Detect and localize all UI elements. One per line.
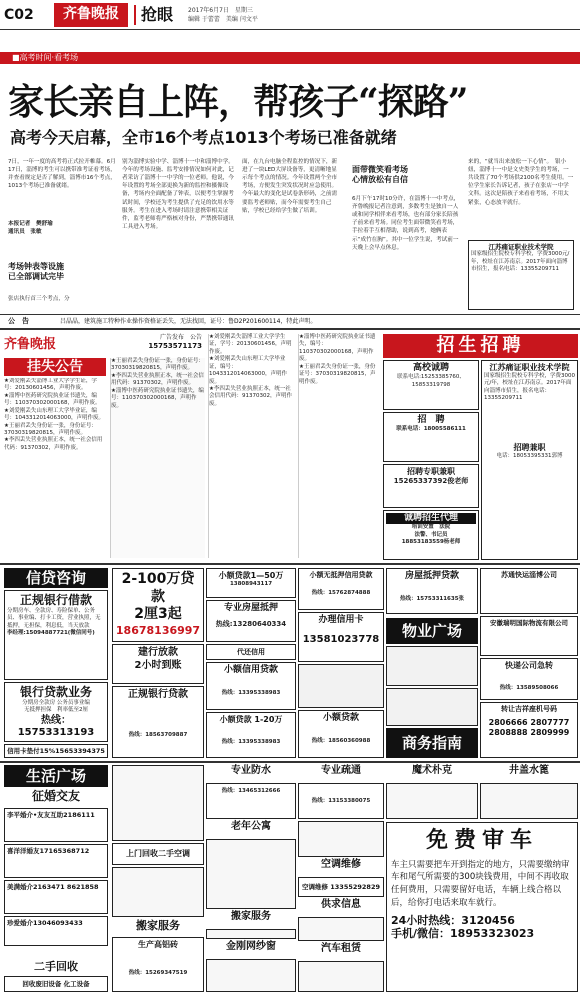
job-ad-4-phone: 18853183559杨老师	[401, 539, 461, 546]
classified-logo-phone: 15753571173	[148, 341, 202, 350]
car-rental-title: 汽车租赁	[321, 943, 361, 954]
job-ad-1-phone: 联系电话:15253385760、15853319798	[397, 374, 465, 388]
article-subtitle-1: 考场钟表等设施 已全部调试完毕	[8, 262, 64, 281]
loan-ad-big	[112, 568, 204, 642]
elderly-home-title: 老年公寓	[231, 821, 271, 832]
courier-transfer-ad	[480, 658, 578, 700]
lost-notice-item: ★王丽君丢失身份证一张，身份证号：37030319820815，声明作废。	[299, 363, 376, 385]
lost-notice-item: ★淄博中医药研究院执业证书遗失，编号：110370302000168，声明作废。	[299, 334, 376, 363]
article-tag: ■高考时间·看考场	[0, 52, 580, 64]
editor-line: 编辑 于蕾蕾 美编 闫文平	[188, 16, 258, 23]
date-editor-info	[188, 6, 258, 24]
job-ad-1-title: 高校诚聘	[412, 363, 449, 373]
pipe-title: 专业疏通	[321, 765, 361, 776]
waterproof-title: 专业防水	[231, 765, 271, 776]
xiaoe-loan-ad	[206, 662, 296, 710]
express-ad-title: 苏通快运淄博公司	[501, 571, 557, 579]
business-section-title: 商务指南	[386, 728, 478, 758]
job-ad-3	[383, 464, 479, 508]
small-loan-ad-title: 小额贷款1—50万	[218, 571, 284, 580]
courier-transfer-ad-phone: 热线：13589508066	[499, 685, 559, 691]
job-ad-1	[383, 360, 479, 410]
job-ad-3-phone: 15265337392俊老师	[393, 477, 469, 485]
job-ad-5	[481, 360, 578, 560]
job-ad-5b-phone: 电话：18053395331郭博	[496, 452, 563, 459]
recycle-title: 二手回收	[34, 960, 78, 973]
misc-ad	[298, 664, 384, 708]
job-ad-2-title: 招 聘	[417, 415, 445, 425]
lost-notice-list-2	[110, 358, 205, 558]
classified-logo	[4, 334, 112, 356]
lost-notice-title: 挂失公告	[4, 358, 106, 376]
small-loan-ad-2-phone: 热线：18560360988	[311, 738, 371, 745]
lost-notice-list-3	[208, 334, 296, 558]
no-collateral-ad-title: 小额无抵押信用贷款	[309, 571, 373, 579]
free-inspection-ad	[386, 822, 578, 992]
waterproof-ad	[206, 783, 296, 819]
dating-title: 征婚交友	[31, 789, 80, 803]
lost-notice-item: ★刘爱刚丢失淄博工业大学学生证，学号：20130601456，声明作废。	[209, 334, 292, 355]
small-loan-ad	[206, 568, 296, 598]
job-ad-5-text: 国家级招生院校专科学校，学费3000元/年，校址在江苏南京。2017年面向淄博市招生，报名电话：13355209711	[484, 373, 575, 402]
ac-repair-ad: 空调维修 13355292829	[298, 877, 384, 897]
headline: 家长亲自上阵，帮孩子“探路”	[8, 81, 468, 123]
credit-card-ad: 代还信用	[206, 644, 296, 660]
divider	[0, 563, 580, 565]
xiaoe2-loan-ad-phone: 热线：13395338983	[221, 739, 281, 745]
article-col-5: 来的，“就当出来放松一下心情”。 银小妞，淄博十一中是文史类学生的考场，一共设置了70个考场供2100名考生使用。一位学生家长告诉记者，孩子在张店一中学文科。这次是陪孩子来看看考场，不用太紧张，心态放平就行。	[468, 159, 574, 206]
divider	[0, 761, 580, 763]
newspaper-logo: 齐鲁晚报	[54, 3, 128, 27]
xiaoe-loan-ad-phone: 热线：13395338983	[221, 690, 281, 697]
article-col-3: 面，在九台电脑全程监控的情况下，新进了一块LED大屏设备等，更清晰地显示每个考点的情况。今年设置两个全市考场，方便发生突发状况时应急使用。今年最大的变化是试卷条形码，之前需要监考老师贴，而今年需要考生自己贴，学校已经给学生做了培训。	[242, 159, 338, 214]
free-inspection-title: 免费审车	[425, 828, 538, 853]
pawn-ad-title: 专业房屋抵押	[223, 603, 278, 613]
lost-notice-item: ★刘爱刚丢失淄博工业大学学生证，学号：20130601456，声明作废。	[4, 378, 97, 392]
service-ad-2	[112, 867, 204, 917]
article-subtitle-2: 面带微笑看考场 心情放松有自信	[352, 165, 408, 184]
dating-item: 美满婚介2163471 8621858	[7, 883, 99, 891]
brick-ad	[112, 937, 204, 992]
supply-ad	[298, 917, 384, 941]
screen-ad	[206, 959, 296, 992]
loan-ad-1	[4, 590, 108, 680]
card-apply-ad	[298, 612, 384, 662]
car-rental-ad	[298, 961, 384, 992]
elderly-home-ad	[206, 839, 296, 909]
ac-recycle-ad: 上门回收二手空调	[112, 843, 204, 865]
page-number: C02	[4, 7, 34, 23]
pawn-ad-phone: 热线:13280640334	[215, 620, 287, 629]
loan-ad-fast: 建行放款 2小时到账	[112, 644, 204, 684]
recruit-title: 招生招聘	[383, 334, 578, 358]
article-col-1: 7日，一年一度的高考将正式拉开帷幕。6月17日，淄博的考生可以携带准考证看考场，并查看规定是否了解到，淄博市16个考点，1013个考场已准备就绪。	[8, 159, 116, 190]
school-ad-title: 江苏痛证职业技术学院	[488, 243, 554, 251]
pipe-ad-phone: 热线：13153380075	[311, 798, 371, 804]
ac-repair-title: 空调维修	[321, 859, 361, 870]
lost-notice-item: ★王丽君丢失身份证一张，身份证号：37030319820815，声明作废。	[111, 358, 204, 372]
subheadline: 高考今天启幕，全市16个考点1013个考场已准备就绪	[10, 128, 397, 147]
loan-ad-big-phone: 18678136997	[115, 623, 201, 637]
phone-number-ad-title: 转让吉祥座机号码	[501, 705, 557, 713]
notice-text: 吕晶晶，建筑施工特种作业操作资格证丢失，无法找回，证号：鲁D2P201600114，特此声明。	[60, 318, 317, 325]
loan-ad-1-title: 正规银行借款	[19, 593, 92, 607]
brick-ad-phone: 热线：15269347519	[128, 970, 188, 976]
screen-title: 金刚网纱窗	[226, 941, 276, 952]
byline: 本报记者 樊舒瑜 通讯员 张敏	[8, 221, 53, 236]
moving-ad	[206, 929, 296, 939]
free-inspection-mobile: 手机/微信：18953323023	[391, 927, 535, 941]
no-collateral-ad-phone: 热线：15762874888	[311, 589, 371, 596]
house-loan-ad	[386, 568, 478, 614]
house-loan-ad-title: 房屋抵押贷款	[404, 571, 459, 581]
page-header	[0, 0, 580, 30]
loan-ad-2-text: 分期房全款房 公务员事业编	[22, 700, 90, 706]
pipe-ad	[298, 783, 384, 819]
loan-ad-bank	[112, 686, 204, 758]
dating-item: 李平婚介•友友互助2186111	[7, 811, 95, 819]
lost-notice-item: ★王丽君丢失身份证一张，身份证号：37030319820815，声明作废。	[4, 422, 97, 436]
job-ad-2	[383, 412, 479, 462]
small-loan-ad-2	[298, 710, 384, 758]
job-ad-4-title: 诚聘招生代理	[386, 513, 476, 524]
express-ad	[480, 568, 578, 614]
magic-poker-title: 魔术朴克	[412, 765, 452, 776]
moving-title-2: 搬家服务	[231, 911, 271, 922]
card-apply-ad-title: 办理信用卡	[318, 615, 364, 625]
phone-number-ad-phone: 2806666 2807777 2808888 2809999	[488, 717, 570, 737]
waterproof-ad-phone: 热线：13465312666	[221, 788, 281, 794]
life-section-title: 生活广场	[4, 765, 108, 787]
job-ad-5b-title: 招聘兼职	[513, 442, 546, 452]
school-ad-text: 国家级招生院校专科学校，学费3000元/年，校址在江苏南京。2017年面向淄博市招生，报名电话：13355209711	[471, 251, 570, 272]
article-col-2: 别为淄博实验中学、淄博十一中和淄博中学。今年的考场设施、监考安排情况如何对此，记者采访了淄博十一中学的一位老师。他说，今年设置的考场全部更换为新的监控和摄像设备，考场内全面配备了钟表，以便考生掌握考试时间，学校还为考生提供了充足的饮用水等服务。考生在进入考场时请注意携带相关证件，监考老师将严格核对身份，严禁携带通讯工具进入考场。	[122, 159, 234, 230]
xiaoe2-loan-ad-title: 小额贷款 1-20万	[219, 715, 283, 724]
courier-transfer-ad-title: 快递公司急转	[505, 661, 553, 670]
article-col-1-sub-text: 张店执行首三个考点，分	[8, 296, 70, 302]
xiaoe2-loan-ad	[206, 712, 296, 758]
classified-logo-info	[112, 334, 202, 356]
date-line: 2017年6月7日 星期三	[188, 7, 253, 14]
xiaoe-loan-ad-title: 小额信用贷款	[223, 665, 278, 675]
logistics-ad-title: 安徽瑞明国际物流有限公司	[490, 619, 568, 627]
loan-ad-big-title: 2-100万贷款	[121, 571, 195, 605]
loan-ad-1-phone: 李经理:15094887721(微信同号)	[7, 630, 95, 637]
loan-ad-2-title: 银行贷款业务	[19, 685, 92, 699]
loan-ad-1-text: 分期房车、全款房、寿险保单、公务员、事业编、打卡工资，营业执照，无抵押，无担保，利息低，当天放款	[7, 608, 101, 629]
lost-notice-item: ★李四丢失营业执照正本，统一社会信用代码：91370302，声明作废。	[209, 385, 292, 407]
lost-notice-item: ★刘爱刚丢失山东理工大学毕业证，编号：1043312014063000，声明作废。	[209, 356, 287, 385]
property-ad	[386, 646, 478, 686]
notice-label: 公 告	[8, 317, 29, 325]
classified-logo-text: 齐鲁晚报	[4, 336, 57, 352]
loan-ad-2-phone: 热线：15753313193	[17, 714, 95, 739]
dating-item: 珍爱婚介13046093433	[7, 919, 83, 927]
property-section-title: 物业广场	[386, 618, 478, 644]
manhole-ad	[480, 783, 578, 819]
phone-number-ad	[480, 702, 578, 758]
free-inspection-text: 车主只需要把车开到指定的地方，只需要缴纳审车和尾气所需要的300块钱费用，中间不再收取任何费用，只需要留好电话，车辆上线合格以后，给你打电话来取车就行。	[391, 859, 570, 908]
supply-title: 供求信息	[321, 899, 361, 910]
job-ad-2-phone: 联系电话：18005586111	[396, 426, 466, 433]
service-ad-3	[298, 821, 384, 857]
job-ad-4	[383, 510, 479, 560]
loan-ad-3: 信用卡垫付15%15653394375	[4, 744, 108, 758]
lost-notice-list-4	[298, 334, 380, 558]
credit-section-title: 信贷咨询	[4, 568, 108, 588]
article-col-4: 6月下午17时10分许，在淄博十一中考点，齐鲁晚报记者注意到，多数考生是独自一人或和同学相伴来看考场，也有部分家长陪孩子前来看考场。同位考生面带微笑看考场，手拉着手互相帮助，说到高考，她俩表示“成竹在胸”。其中一位学生说，考试前一天晚上会早点休息。	[352, 196, 460, 251]
dating-item: 喜洋洋婚友17165368712	[7, 847, 90, 855]
job-ad-4-sub: 培训安置 法院 法警、书记员	[411, 524, 451, 538]
classified-logo-sub: 广告发布 公告	[159, 334, 202, 341]
shop-ad	[386, 688, 478, 726]
job-ad-3-title: 招聘专职兼职	[407, 467, 455, 476]
no-collateral-ad	[298, 568, 384, 610]
pawn-ad	[206, 600, 296, 642]
school-ad-box	[468, 240, 574, 310]
loan-ad-2-text: 无抵押担保 利率低至2厘	[23, 707, 88, 714]
house-loan-ad-phone: 热线：15753311635张	[399, 596, 465, 603]
dating-list	[4, 808, 108, 958]
service-ad-1	[112, 765, 204, 841]
loan-ad-bank-title: 正规银行贷款	[128, 689, 188, 700]
magic-poker-ad	[386, 783, 478, 819]
manhole-title: 井盖水篦	[509, 765, 549, 776]
small-loan-ad-phone: 13808943117	[229, 581, 273, 587]
section-title: 抢眼	[134, 5, 173, 25]
lost-notice-item: ★淄博中医药研究院执业证书遗失，编号：110370302000168，声明作废。	[111, 387, 204, 409]
brick-ad-title: 生产高铝砖	[138, 940, 178, 949]
logistics-ad	[480, 616, 578, 656]
lost-notice-item: ★李四丢失营业执照正本，统一社会信用代码：91370302，声明作废。	[111, 372, 204, 387]
loan-ad-2	[4, 682, 108, 742]
card-apply-ad-phone: 13581023778	[302, 634, 380, 646]
lost-notice-item: ★李四丢失营业执照正本，统一社会信用代码：91370302，声明作废。	[4, 437, 103, 451]
free-inspection-hotline: 24小时热线：3120456	[391, 913, 515, 927]
loan-ad-bank-phone: 热线：18563709887	[128, 731, 188, 738]
divider	[0, 314, 580, 315]
job-ad-5-title: 江苏痛证职业技术学院	[489, 363, 570, 372]
divider	[0, 328, 580, 330]
moving-title: 搬家服务	[136, 919, 180, 932]
small-loan-ad-2-title: 小额贷款	[322, 713, 359, 723]
loan-ad-big-sub: 2厘3起	[134, 606, 182, 622]
lost-notice-item: ★淄博中医药研究院执业证书遗失，编号：110370302000168，声明作废。	[4, 392, 101, 407]
lost-notice-item: ★刘爱刚丢失山东理工大学毕业证，编号：1043312014063000，声明作废。	[4, 407, 104, 422]
recycle-item: 回收废旧设备 化工设备	[4, 976, 108, 992]
lost-notice-list	[4, 378, 106, 563]
